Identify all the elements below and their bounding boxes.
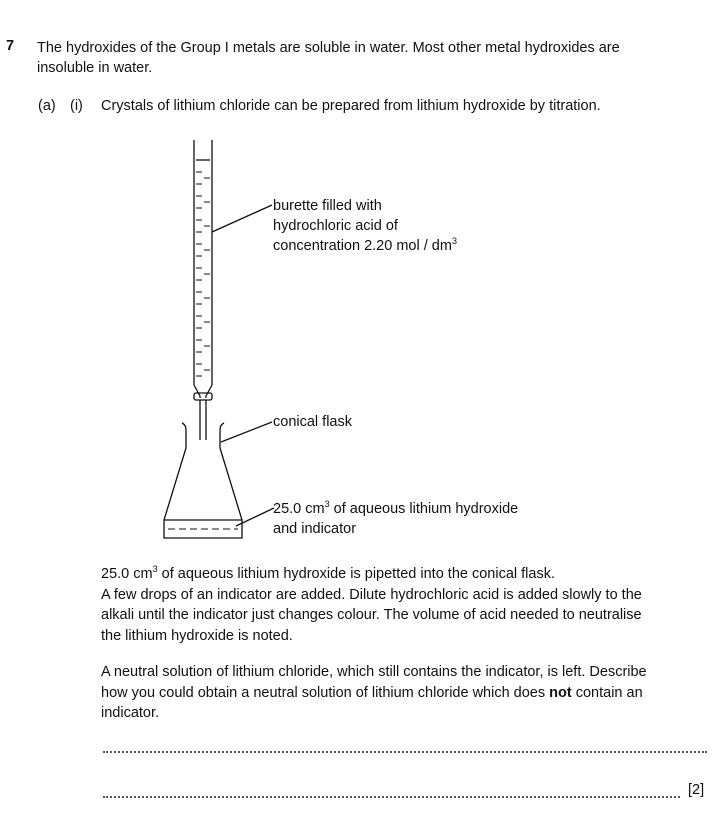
burette-label — [273, 196, 457, 256]
burette — [194, 140, 212, 440]
answer-line-1[interactable] — [103, 751, 707, 753]
question-number: 7 — [6, 38, 15, 54]
burette-leader-line — [212, 205, 272, 232]
solution-label — [273, 499, 518, 539]
emphasis-not: not — [549, 684, 572, 701]
question-line-3: indicator. — [101, 705, 160, 721]
answer-line-2[interactable] — [103, 796, 680, 798]
method-paragraph — [101, 564, 642, 646]
question-paragraph — [101, 662, 647, 724]
flask-label: conical flask — [273, 414, 352, 430]
intro-line-1: The hydroxides of the Group I metals are soluble in water. Most other metal hydroxides are — [37, 40, 620, 56]
flask-leader-line — [221, 422, 272, 442]
burette-label-line-1: burette filled with — [273, 198, 382, 214]
burette-label-line-3: concentration 2.20 mol / $dm^3$ — [273, 236, 457, 254]
method-line-3: alkali until the indicator just changes colour. The volume of acid needed to neutralise — [101, 607, 642, 623]
method-line-2: A few drops of an indicator are added. Dilute hydrochloric acid is added slowly to the — [101, 586, 642, 603]
method-line-1: 25.0 $cm^3$ of aqueous lithium hydroxide is pipetted into the conical flask. — [101, 564, 555, 582]
conical-flask — [164, 423, 242, 538]
burette-label-line-2: hydrochloric acid of — [273, 218, 398, 234]
part-a-label: (a) — [38, 98, 56, 114]
intro-line-2: insoluble in water. — [37, 60, 153, 76]
marks-label: [2] — [688, 782, 705, 798]
part-i-label: (i) — [70, 98, 83, 114]
question-line-1: A neutral solution of lithium chloride, which still contains the indicator, is left. Describe — [101, 664, 647, 680]
solution-label-line-2: and indicator — [273, 521, 357, 537]
method-line-4: the lithium hydroxide is noted. — [101, 627, 293, 644]
question-line-2: how you could obtain a neutral solution of lithium chloride which does not contain an — [101, 684, 643, 701]
solution-label-line-1: 25.0 $cm^3$ of aqueous lithium hydroxide — [273, 499, 519, 517]
part-i-text: Crystals of lithium chloride can be prepared from lithium hydroxide by titration. — [101, 98, 601, 114]
